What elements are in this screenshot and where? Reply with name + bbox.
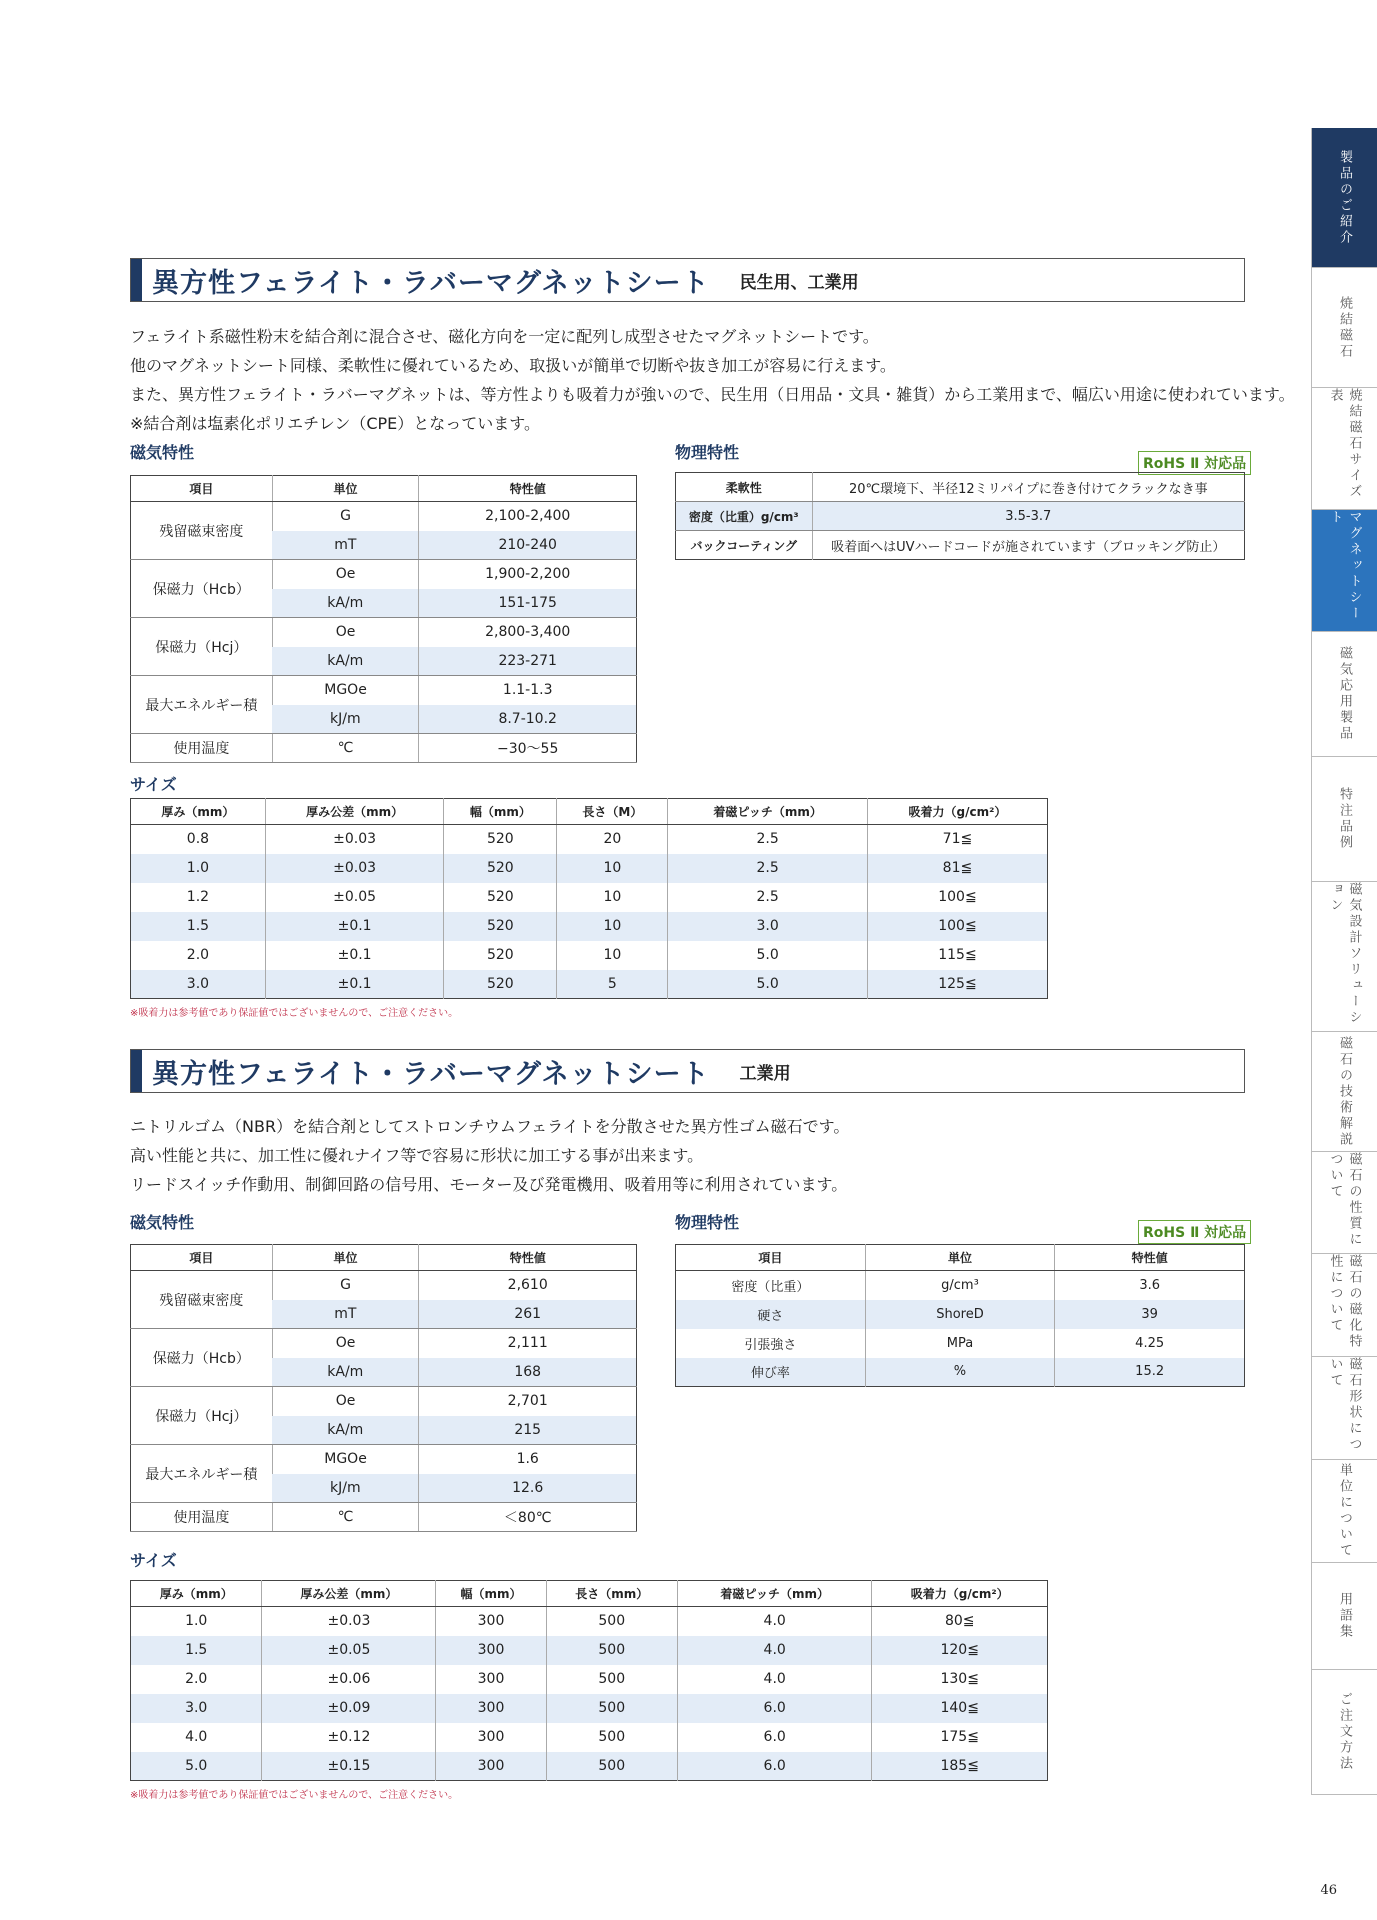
size-cell: 500 [546, 1607, 677, 1636]
size-cell: ±0.12 [262, 1723, 436, 1752]
size-cell: 1.0 [185, 1613, 208, 1630]
size-cell: 10 [557, 912, 668, 941]
size-cell: 125≦ [867, 970, 1047, 999]
size-cell: 1.5 [131, 1636, 262, 1665]
section2-size-table [130, 1580, 1048, 1781]
column-header: 着磁ピッチ（mm） [677, 1581, 871, 1607]
size-cell: 3.0 [131, 1694, 262, 1723]
column-header: 項目 [131, 1245, 273, 1271]
section2-phys-label: 物理特性 [675, 1213, 740, 1232]
section2-mag-label: 磁気特性 [130, 1213, 195, 1232]
section1-phys-table [675, 472, 1245, 560]
section1-description [130, 322, 1295, 438]
value-cell: 1.6 [419, 1445, 637, 1474]
column-header: 厚み公差（mm） [262, 1581, 436, 1607]
table-row [131, 1607, 1048, 1636]
size-cell: 100≦ [867, 883, 1047, 912]
sidebar-tab-label: 焼結磁石サイズ表 [1327, 388, 1362, 500]
size-cell: 1.5 [131, 912, 266, 941]
sidebar-tab[interactable] [1311, 1032, 1377, 1152]
value-cell: 1.1-1.3 [419, 676, 637, 705]
unit-cell: kJ/m [272, 705, 419, 734]
phys-cell: 伸び率 [676, 1358, 866, 1387]
size-cell: 130≦ [872, 1665, 1048, 1694]
table-row [676, 1358, 1245, 1387]
table-row [131, 1445, 637, 1474]
sidebar-tab[interactable] [1311, 268, 1377, 388]
section1-size-table [130, 798, 1048, 999]
size-cell: 6.0 [677, 1723, 871, 1752]
size-cell: 6.0 [677, 1694, 871, 1723]
section2-mag-table [130, 1244, 637, 1532]
item-cell: 保磁力（Hcb） [131, 560, 273, 618]
size-cell: 3.0 [668, 912, 868, 941]
sidebar-tab-label: 単位について [1337, 1463, 1352, 1559]
size-cell: 140≦ [872, 1694, 1048, 1723]
phys-cell: g/cm³ [865, 1271, 1055, 1300]
table-row [676, 1300, 1245, 1329]
header-row [131, 1581, 1048, 1607]
item-cell: 保磁力（Hcj） [131, 1387, 273, 1445]
value-cell: 12.6 [419, 1474, 637, 1503]
size-cell: 300 [436, 1723, 546, 1752]
size-cell: 10 [557, 883, 668, 912]
size-cell: 500 [546, 1752, 677, 1781]
section1-mag-label: 磁気特性 [130, 443, 195, 462]
size-cell: ±0.06 [262, 1665, 436, 1694]
table-row [131, 1694, 1048, 1723]
size-cell: 5.0 [668, 941, 868, 970]
sidebar-tab[interactable] [1311, 632, 1377, 757]
sidebar-tab-label: 焼結磁石 [1337, 295, 1352, 360]
sidebar-tab[interactable] [1311, 1152, 1377, 1254]
phys-cell: 3.6 [1055, 1271, 1245, 1300]
rohs-badge: RoHS Ⅱ 対応品 [1138, 1220, 1251, 1244]
phys-cell: 15.2 [1055, 1358, 1245, 1387]
unit-cell: mT [272, 531, 419, 560]
column-header: 長さ（M） [557, 799, 668, 825]
sidebar-tab-label: マグネットシート [1327, 510, 1362, 622]
column-header: 長さ（mm） [546, 1581, 677, 1607]
table-row [131, 883, 1048, 912]
column-header: 厚み公差（mm） [265, 799, 444, 825]
sidebar-tab-label: 磁石形状について [1327, 1357, 1362, 1453]
table-row [131, 1503, 637, 1532]
size-cell: ±0.1 [265, 912, 444, 941]
rohs-badge: RoHS Ⅱ 対応品 [1138, 451, 1251, 475]
size-cell: 2.0 [186, 947, 210, 963]
table-row [131, 854, 1048, 883]
title-bar [131, 1050, 142, 1092]
table-row [131, 502, 637, 531]
item-cell: 残留磁束密度 [131, 1271, 273, 1329]
size-cell: 81≦ [867, 854, 1047, 883]
section2-size-label: サイズ [130, 1551, 177, 1570]
sidebar-tab[interactable] [1311, 128, 1377, 268]
table-row [676, 531, 1245, 560]
sidebar-tab[interactable] [1311, 388, 1377, 510]
section2-description [130, 1112, 849, 1199]
item-cell: 使用温度 [131, 734, 273, 763]
size-cell: ±0.05 [265, 883, 444, 912]
size-cell: ±0.09 [262, 1694, 436, 1723]
value-cell: 吸着面へはUVハードコードが施されています（ブロッキング防止） [812, 531, 1244, 560]
size-cell: 520 [444, 854, 557, 883]
phys-cell: % [865, 1358, 1055, 1387]
unit-cell: ℃ [272, 1503, 419, 1532]
size-cell: 2.5 [668, 825, 868, 854]
section1-title: 異方性フェライト・ラバーマグネットシート [152, 267, 710, 299]
section2-subtitle: 工業用 [739, 1063, 791, 1084]
size-cell: 1.0 [131, 854, 266, 883]
item-cell: 柔軟性 [676, 473, 813, 502]
size-cell: 5.0 [131, 1752, 262, 1781]
size-cell: 0.8 [186, 831, 210, 848]
column-header: 幅（mm） [444, 799, 557, 825]
value-cell: 215 [419, 1416, 637, 1445]
page-number: 46 [1320, 1883, 1337, 1898]
size-cell: 520 [444, 941, 557, 970]
section1-phys-label: 物理特性 [675, 443, 740, 462]
value-cell: 2,111 [419, 1329, 637, 1358]
table-row [131, 1636, 1048, 1665]
section1-title-box [130, 258, 1245, 302]
item-cell: 使用温度 [131, 1503, 273, 1532]
size-cell: 300 [436, 1607, 546, 1636]
table-row [131, 941, 1048, 970]
size-cell: ±0.1 [265, 970, 444, 999]
phys-cell: ShoreD [865, 1300, 1055, 1329]
phys-cell: 硬さ [676, 1300, 866, 1329]
item-cell: 最大エネルギー積 [131, 1445, 273, 1503]
table-row [131, 1752, 1048, 1781]
value-cell: 2,800-3,400 [419, 618, 637, 647]
desc-line: フェライト系磁性粉末を結合剤に混合させ、磁化方向を一定に配列し成型させたマグネットシートです。 [130, 327, 879, 346]
value-cell: 168 [419, 1358, 637, 1387]
size-cell: 520 [444, 825, 557, 854]
size-cell: 185≦ [872, 1752, 1048, 1781]
section2-title-box [130, 1049, 1245, 1093]
section1-note: ※吸着力は参考値であり保証値ではございませんので、ご注意ください。 [130, 1008, 459, 1019]
table-row [131, 560, 637, 589]
unit-cell: ℃ [272, 734, 419, 763]
table-row [131, 734, 637, 763]
value-cell: 20℃環境下、半径12ミリパイプに巻き付けてクラックなき事 [812, 473, 1244, 502]
column-header: 特性値 [419, 1245, 637, 1271]
value-cell: 8.7-10.2 [419, 705, 637, 734]
size-cell: 4.0 [677, 1665, 871, 1694]
item-cell: 保磁力（Hcj） [131, 618, 273, 676]
table-row [676, 473, 1245, 502]
size-cell: 115≦ [867, 941, 1047, 970]
table-row [676, 1329, 1245, 1358]
size-cell: ±0.03 [265, 825, 444, 854]
desc-line: また、異方性フェライト・ラバーマグネットは、等方性よりも吸着力が強いので、民生用（日用品・文具・雑貨）から工業用まで、幅広い用途に使われています。 [130, 385, 1295, 404]
header-row [131, 476, 637, 502]
column-header: 吸着力（g/cm²） [867, 799, 1047, 825]
sidebar-tab[interactable] [1311, 1254, 1377, 1357]
sidebar-tab-label: 製品のご紹介 [1337, 149, 1352, 246]
sidebar-tab[interactable] [1311, 510, 1377, 632]
unit-cell: kA/m [272, 1358, 419, 1387]
size-cell: 10 [557, 854, 668, 883]
size-cell: 5.0 [668, 970, 868, 999]
table-row [131, 1271, 637, 1300]
size-cell: 20 [557, 825, 668, 854]
size-cell: 1.2 [186, 889, 210, 905]
sidebar-tab[interactable] [1311, 1670, 1377, 1795]
size-cell: 520 [444, 883, 557, 912]
table-row [131, 912, 1048, 941]
table-row [131, 618, 637, 647]
value-cell: −30〜55 [419, 734, 637, 763]
unit-cell: Oe [272, 1329, 419, 1358]
size-cell: 300 [436, 1636, 546, 1665]
sidebar-tab-label: 磁気設計ソリューション [1327, 882, 1362, 1026]
column-header: 単位 [272, 476, 419, 502]
column-header: 項目 [676, 1245, 866, 1271]
size-cell: 71≦ [867, 825, 1047, 854]
sidebar-tab[interactable] [1311, 1460, 1377, 1563]
sidebar-tab[interactable] [1311, 882, 1377, 1032]
sidebar-tab-label: 磁石の性質について [1327, 1152, 1362, 1248]
table-row [131, 1387, 637, 1416]
size-cell: 5 [557, 970, 668, 999]
table-row [131, 676, 637, 705]
column-header: 吸着力（g/cm²） [872, 1581, 1048, 1607]
title-bar [131, 259, 142, 301]
column-header: 単位 [272, 1245, 419, 1271]
column-header: 厚み（mm） [131, 799, 266, 825]
size-cell: 500 [546, 1636, 677, 1665]
value-cell: 223-271 [419, 647, 637, 676]
item-cell: 密度（比重）g/cm³ [676, 502, 813, 531]
phys-cell: MPa [865, 1329, 1055, 1358]
size-cell: 4.0 [677, 1636, 871, 1665]
size-cell: ±0.15 [262, 1752, 436, 1781]
unit-cell: kA/m [272, 589, 419, 618]
value-cell: 1,900-2,200 [419, 560, 637, 589]
column-header: 厚み（mm） [131, 1581, 262, 1607]
sidebar-tab[interactable] [1311, 1563, 1377, 1670]
size-cell: 80≦ [872, 1607, 1048, 1636]
size-cell: 300 [436, 1665, 546, 1694]
table-row [131, 825, 1048, 854]
size-cell: 10 [557, 941, 668, 970]
sidebar-tab[interactable] [1311, 1357, 1377, 1460]
sidebar-tab-label: 磁気応用製品 [1337, 646, 1352, 742]
unit-cell: mT [272, 1300, 419, 1329]
desc-line: 高い性能と共に、加工性に優れナイフ等で容易に形状に加工する事が出来ます。 [130, 1146, 704, 1165]
phys-cell: 39 [1055, 1300, 1245, 1329]
size-cell: 300 [436, 1694, 546, 1723]
sidebar-tab-label: 磁石の技術解説 [1337, 1035, 1352, 1148]
size-cell: 100≦ [867, 912, 1047, 941]
value-cell: 210-240 [419, 531, 637, 560]
desc-line: リードスイッチ作動用、制御回路の信号用、モーター及び発電機用、吸着用等に利用されています。 [130, 1175, 848, 1194]
unit-cell: Oe [272, 1387, 419, 1416]
size-cell: 500 [546, 1694, 677, 1723]
value-cell: 3.5-3.7 [812, 502, 1244, 531]
sidebar-tab-label: 用語集 [1337, 1592, 1352, 1640]
section2-phys-table [675, 1244, 1245, 1387]
value-cell: 151-175 [419, 589, 637, 618]
size-cell: 120≦ [872, 1636, 1048, 1665]
table-row [676, 1271, 1245, 1300]
unit-cell: kA/m [272, 1416, 419, 1445]
sidebar-tab-label: 磁石の磁化特性について [1327, 1254, 1362, 1350]
value-cell: ＜80℃ [419, 1503, 637, 1532]
size-cell: 6.0 [677, 1752, 871, 1781]
table-row [131, 1329, 637, 1358]
value-cell: 2,610 [419, 1271, 637, 1300]
size-cell: ±0.1 [265, 941, 444, 970]
size-cell: 300 [436, 1752, 546, 1781]
column-header: 単位 [865, 1245, 1055, 1271]
size-cell: 520 [444, 970, 557, 999]
size-cell: 520 [444, 912, 557, 941]
unit-cell: MGOe [272, 1445, 419, 1474]
section1-mag-table [130, 475, 637, 763]
value-cell: 261 [419, 1300, 637, 1329]
desc-line: 他のマグネットシート同様、柔軟性に優れているため、取扱いが簡単で切断や抜き加工が容易に行えます。 [130, 356, 896, 375]
desc-line: ニトリルゴム（NBR）を結合剤としてストロンチウムフェライトを分散させた異方性ゴム磁石です。 [130, 1117, 850, 1136]
unit-cell: MGOe [272, 676, 419, 705]
item-cell: バックコーティング [690, 538, 798, 553]
phys-cell: 密度（比重） [731, 1279, 810, 1295]
size-cell: 2.0 [185, 1671, 208, 1687]
table-row [131, 1665, 1048, 1694]
unit-cell: G [272, 502, 419, 531]
size-cell: 175≦ [872, 1723, 1048, 1752]
value-cell: 2,100-2,400 [419, 502, 637, 531]
size-cell: 500 [546, 1665, 677, 1694]
size-cell: 4.0 [677, 1607, 871, 1636]
item-cell: 最大エネルギー積 [131, 676, 273, 734]
item-cell: 残留磁束密度 [131, 502, 273, 560]
sidebar-tab[interactable] [1311, 757, 1377, 882]
header-row [131, 1245, 637, 1271]
size-cell: 2.5 [668, 854, 868, 883]
column-header: 特性値 [1055, 1245, 1245, 1271]
value-cell: 2,701 [419, 1387, 637, 1416]
size-cell: ±0.05 [262, 1636, 436, 1665]
unit-cell: kA/m [272, 647, 419, 676]
sidebar-tab-label: ご注文方法 [1337, 1692, 1352, 1772]
phys-cell: 引張強さ [744, 1337, 797, 1353]
size-cell: 500 [546, 1723, 677, 1752]
table-row [676, 502, 1245, 531]
column-header: 着磁ピッチ（mm） [668, 799, 868, 825]
unit-cell: G [272, 1271, 419, 1300]
size-cell: 3.0 [131, 970, 266, 999]
sidebar-tab-label: 特注品例 [1337, 787, 1352, 851]
size-cell: 2.5 [668, 883, 868, 912]
phys-cell: 4.25 [1055, 1329, 1245, 1358]
column-header: 項目 [131, 476, 273, 502]
header-row [131, 799, 1048, 825]
header-row [676, 1245, 1245, 1271]
unit-cell: kJ/m [272, 1474, 419, 1503]
section1-subtitle: 民生用、工業用 [739, 272, 859, 293]
desc-line: ※結合剤は塩素化ポリエチレン（CPE）となっています。 [130, 414, 541, 433]
size-cell: ±0.03 [262, 1607, 436, 1636]
column-header: 幅（mm） [436, 1581, 546, 1607]
section1-size-label: サイズ [130, 775, 177, 794]
column-header: 特性値 [419, 476, 637, 502]
unit-cell: Oe [272, 618, 419, 647]
section2-note: ※吸着力は参考値であり保証値ではございませんので、ご注意ください。 [130, 1790, 459, 1801]
size-cell: ±0.03 [265, 854, 444, 883]
table-row [131, 1723, 1048, 1752]
table-row [131, 970, 1048, 999]
section2-title: 異方性フェライト・ラバーマグネットシート [152, 1058, 710, 1090]
item-cell: 保磁力（Hcb） [131, 1329, 273, 1387]
size-cell: 4.0 [185, 1729, 208, 1745]
unit-cell: Oe [272, 560, 419, 589]
